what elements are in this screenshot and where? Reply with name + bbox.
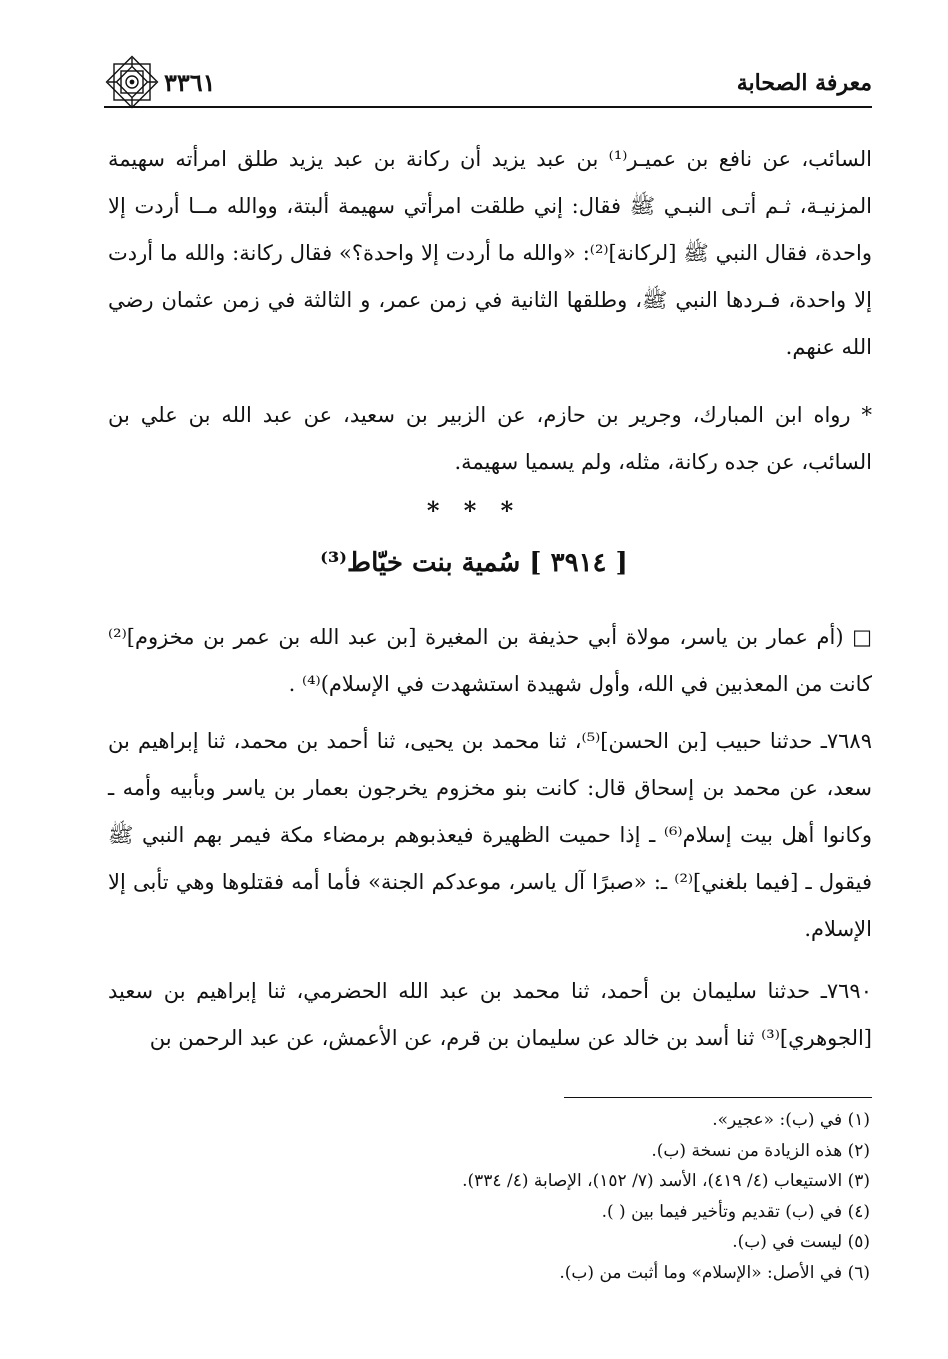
- footnote: (٢) هذه الزيادة من نسخة (ب).: [651, 1140, 870, 1161]
- section-heading: [ ٣٩١٤ ] سُمية بنت خيّاط⁽³⁾: [320, 548, 628, 578]
- footnote-rule: [564, 1097, 872, 1098]
- footnote: (٣) الاستيعاب (٤/ ٤١٩)، الأسد (٧/ ١٥٢)، الإصابة (٤/ ٣٣٤).: [462, 1171, 870, 1191]
- paragraph-4: ٧٦٨٩ـ حدثنا حبيب [بن الحسن]⁽⁵⁾، ثنا محمد بن يحيى، ثنا أحمد بن محمد، ثنا إبراهيم بن سعد، عن محمد بن إسحاق قال: كانت بنو مخزوم يخرجون بعمار بن ياسر وبأبيه وأمه ـ وكانوا أهل بيت إسلام⁽⁶⁾ ـ إذا حميت الظهيرة فيعذبوهم برمضاء مكة فيمر بهم النبي ﷺ فيقول ـ [فيما بلغني]⁽²⁾ ـ: «صبرًا آل ياسر، موعدكم الجنة» فأما أمه فقتلوها وهي تأبى إلا الإسلام.: [108, 729, 873, 941]
- footnote: (٦) في الأصل: «الإسلام» وما أثبت من (ب).: [559, 1262, 870, 1283]
- footnote: (٥) ليست في (ب).: [732, 1232, 870, 1252]
- paragraph-3: □ (أم عمار بن ياسر، مولاة أبي حذيفة بن المغيرة [بن عبد الله بن عمر بن مخزوم]⁽²⁾ كانت من المعذبين في الله، وأول شهيدة استشهدت في الإسلام)⁽⁴⁾ .: [108, 625, 872, 696]
- paragraph-2: * رواه ابن المبارك، وجرير بن حازم، عن الزبير بن سعيد، عن عبد الله بن علي بن السائب، عن جده ركانة، مثله، ولم يسميا سهيمة.: [108, 403, 872, 474]
- footnote: (١) في (ب): «عجير».: [712, 1110, 870, 1130]
- running-title: معرفة الصحابة: [736, 70, 872, 96]
- footnote: (٤) في (ب) تقديم وتأخير فيما بين ( ).: [601, 1201, 870, 1222]
- paragraph-5: ٧٦٩٠ـ حدثنا سليمان بن أحمد، ثنا محمد بن عبد الله الحضرمي، ثنا إبراهيم بن سعيد [الجوهري]⁽³⁾ ثنا أسد بن خالد عن سليمان بن قرم، عن الأعمش، عن عبد الرحمن بن: [108, 979, 872, 1050]
- section-divider: * * *: [426, 496, 522, 525]
- octagram-ornament-icon: [102, 52, 162, 112]
- page-number: ٣٣٦١: [164, 68, 216, 97]
- header-rule: [104, 106, 872, 108]
- paragraph-1: السائب، عن نافع بن عميـر⁽¹⁾ بن عبد يزيد أن ركانة بن عبد يزيد طلق امرأته سهيمة المزنيـة، ثـم أتـى النبـي ﷺ فقال: إني طلقت امرأتي سهيمة ألبتة، ووالله مــا أردت إلا واحدة، فقال النبي ﷺ [لركانة]⁽²⁾: «والله ما أردت إلا واحدة؟» فقال ركانة: والله ما أردت إلا واحدة، فـردها النبي ﷺ، وطلقها الثانية في زمن عمر، و الثالثة في زمن عثمان رضي الله عنهم.: [108, 147, 872, 359]
- footnotes: [108, 1105, 870, 1288]
- page-header: [104, 62, 872, 106]
